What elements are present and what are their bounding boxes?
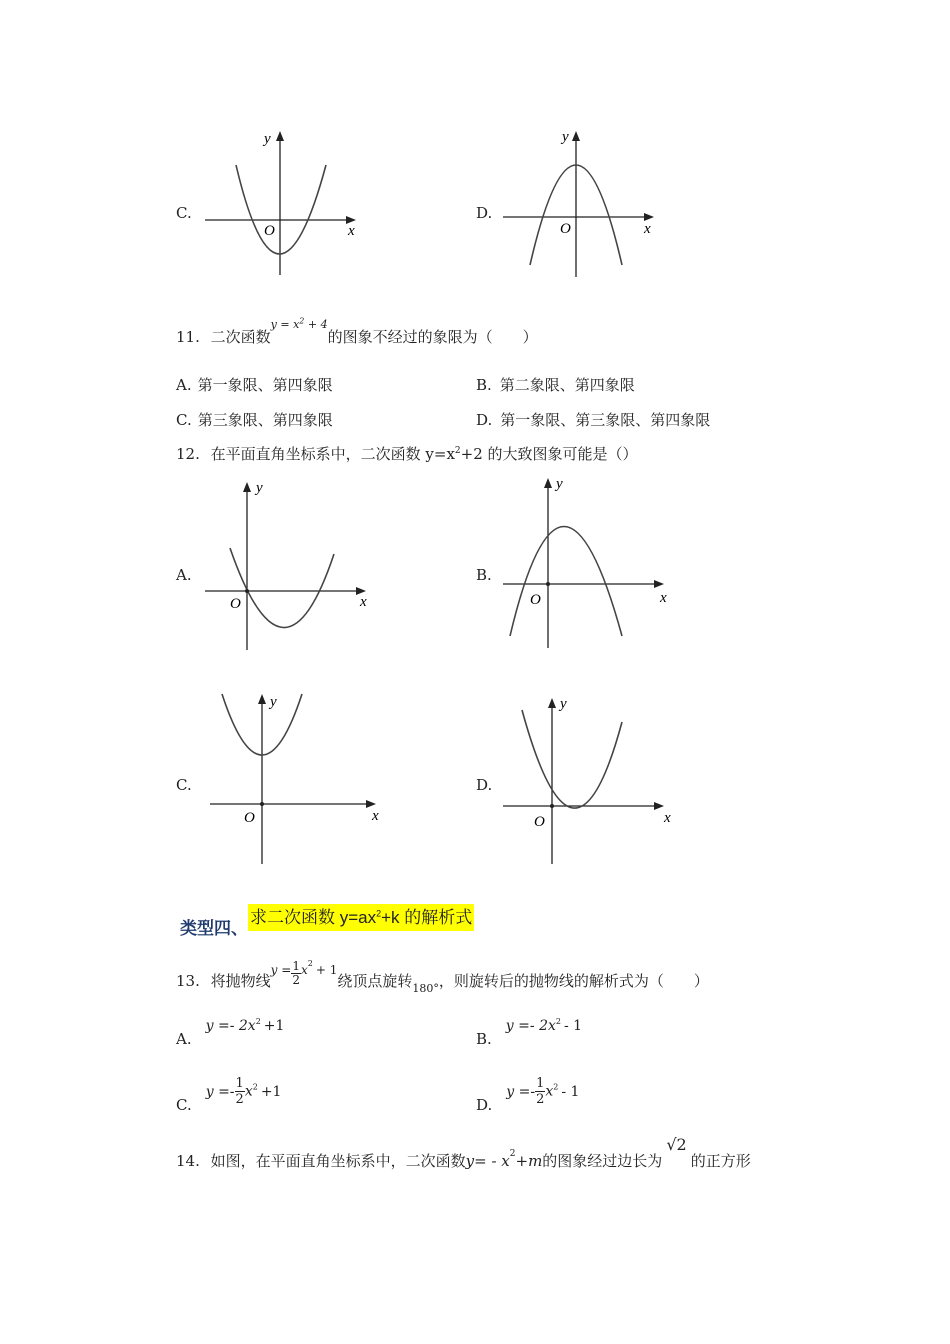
q11-number: 11. <box>176 328 200 346</box>
q10-option-d-label: D. <box>476 204 493 222</box>
parabola-c <box>236 165 326 254</box>
x-label: x <box>348 223 355 239</box>
q11-option-b[interactable]: B. 第二象限、第四象限 <box>476 376 635 394</box>
parabola-b <box>510 527 622 637</box>
q11-post: 的图象不经过的象限为（ ） <box>327 328 538 346</box>
y-arrow <box>276 131 284 141</box>
svg-text:O: O <box>244 810 255 826</box>
q13-number: 13. <box>176 971 200 990</box>
q13-option-d[interactable]: D.y =- $\frac{1}{2}$ $x^2 - 1$ <box>476 1076 580 1114</box>
parabola-a <box>230 548 334 628</box>
section-prefix: 类型四、 <box>180 919 248 938</box>
q14-number: 14. <box>176 1152 200 1170</box>
q13-option-b[interactable]: $B.y =- 2x^2 - 1$ <box>476 1017 583 1048</box>
q12-graph-c[interactable] <box>200 688 385 866</box>
svg-text:x: x <box>660 590 667 606</box>
q12-option-c-label: C. <box>176 776 192 794</box>
q13-option-a[interactable]: $A.y =- 2x^2 +1$ <box>176 1017 285 1048</box>
q12-number: 12. <box>176 445 200 463</box>
q12-option-b-label: B. <box>476 566 492 584</box>
x-arrow <box>644 213 654 221</box>
svg-text:O: O <box>534 814 545 830</box>
q11-option-c[interactable]: C. 第三象限、第四象限 <box>176 411 333 429</box>
q13-stem: 13. 将抛物线y = $\frac{1}{2}$ $x^2 + 1$绕顶点旋转$_{180^\circ}$，则旋转后的抛物线的解析式为（ ） <box>176 958 709 995</box>
x-label: x <box>644 221 651 237</box>
q11-option-d[interactable]: D. 第一象限、第三象限、第四象限 <box>476 411 711 429</box>
q12-graph-b[interactable] <box>498 472 683 654</box>
svg-text:y: y <box>556 476 563 492</box>
q12-stem: 12. 在平面直角坐标系中，二次函数 $y=x^2+2$ 的大致图象可能是（） <box>176 445 638 463</box>
q12-graph-a[interactable] <box>200 476 380 654</box>
q12-graph-d[interactable] <box>498 692 683 866</box>
q12-option-d-label: D. <box>476 776 493 794</box>
origin-label: O <box>560 221 571 237</box>
section-title: 求二次函数 $y=ax^2+k$ 的解析式 <box>248 904 474 931</box>
section-heading <box>180 903 474 938</box>
svg-text:x: x <box>360 594 367 610</box>
q11-formula: y = x2 + 4 <box>270 316 328 331</box>
svg-text:O: O <box>230 596 241 612</box>
svg-text:x: x <box>372 808 379 824</box>
y-label: y <box>264 131 271 147</box>
q13-option-c[interactable]: C.y =- $\frac{1}{2}$ $x^2 +1$ <box>176 1076 282 1114</box>
q10-option-c-label: C. <box>176 204 192 222</box>
q11-pre: 二次函数 <box>210 328 271 346</box>
svg-text:x: x <box>664 810 671 826</box>
q10-graph-c <box>200 125 365 280</box>
y-label: y <box>562 129 569 145</box>
parabola-d <box>522 710 622 808</box>
q14-stem: 14. 如图，在平面直角坐标系中，二次函数$y= - x^2+m$的图象经过边长为√2的正方形 <box>176 1135 751 1170</box>
q12-option-a-label: A. <box>176 566 192 584</box>
sqrt-2: √2 <box>666 1135 687 1154</box>
svg-text:O: O <box>530 592 541 608</box>
q11-option-a[interactable]: A. 第一象限、第四象限 <box>176 376 333 394</box>
svg-text:y: y <box>270 694 277 710</box>
origin-label: O <box>264 223 275 239</box>
q10-graph-d <box>498 125 663 280</box>
svg-text:y: y <box>560 696 567 712</box>
svg-text:y: y <box>256 480 263 496</box>
q11-stem <box>176 316 538 347</box>
y-arrow <box>572 131 580 141</box>
